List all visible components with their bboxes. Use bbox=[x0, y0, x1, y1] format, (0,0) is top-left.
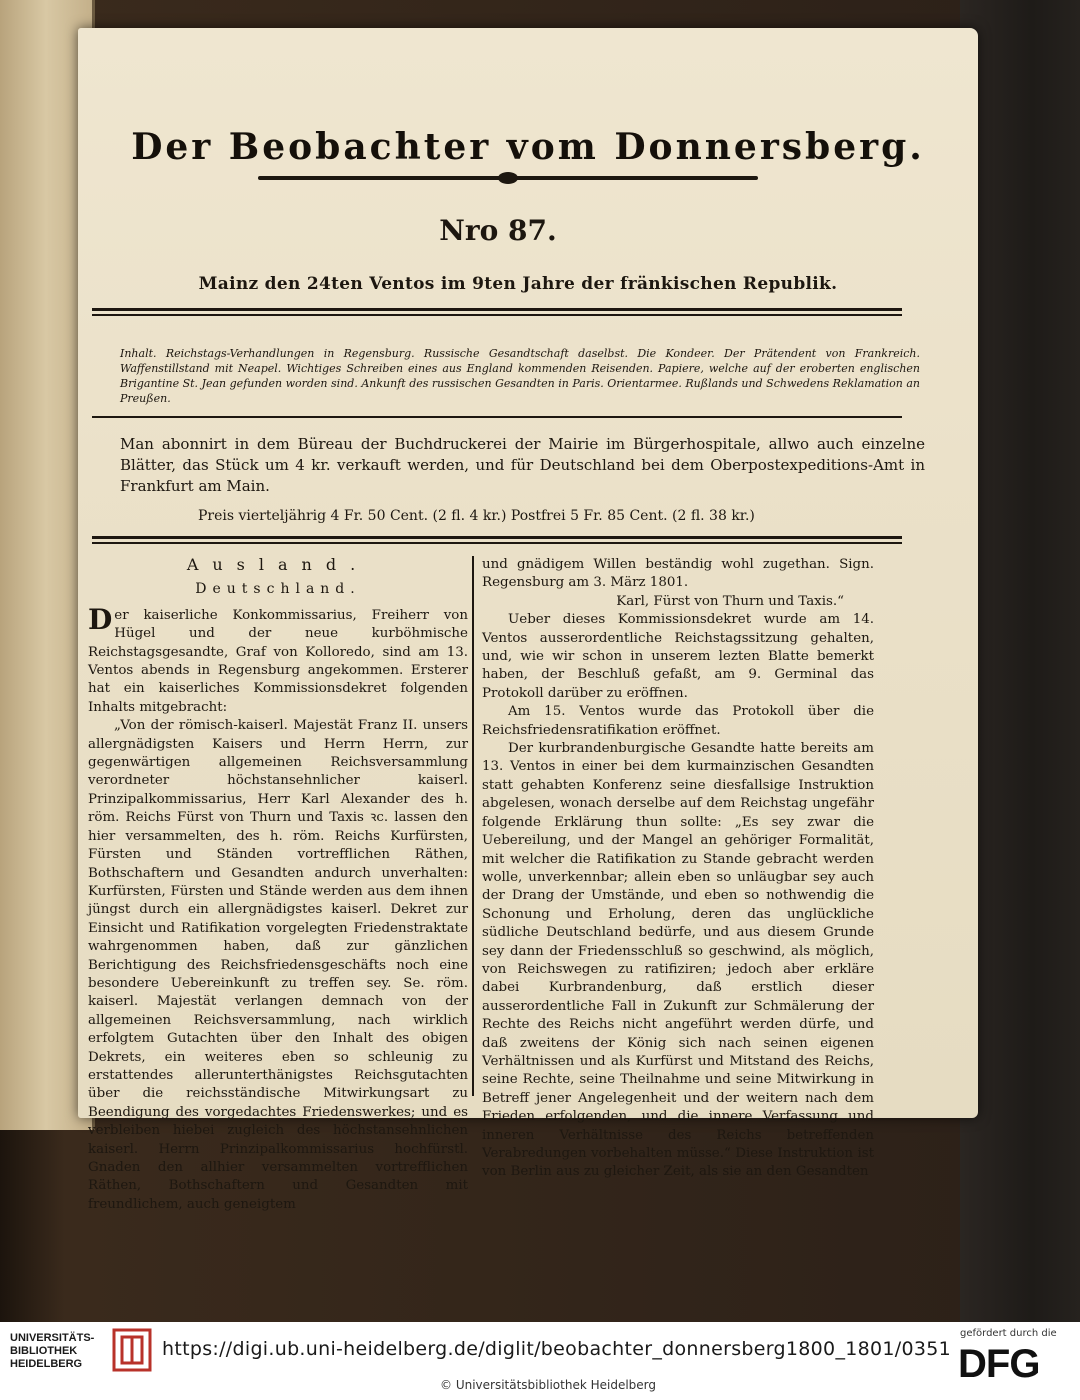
left-column bbox=[88, 556, 468, 1214]
top-rule-thin bbox=[92, 314, 902, 316]
funding-note: gefördert durch die bbox=[960, 1328, 1057, 1339]
library-name-line: UNIVERSITÄTS- bbox=[10, 1332, 95, 1344]
article-text: er kaiserliche Konkommissarius, Freiherr von Hügel und der neue kurböhmische Reichstagsgesandte, Graf von Kolloredo, sind am 13. Ventos abends in Regensburg angekommen. Ersterer hat ein kaiserliches Kommissionsdekret folgenden Inhalts mitgebracht: bbox=[88, 607, 468, 715]
page-url-link[interactable]: https://digi.ub.uni-heidelberg.de/diglit/beobachter_donnersberg1800_1801/0351 bbox=[162, 1338, 952, 1360]
top-rule bbox=[92, 308, 902, 311]
library-logo-text bbox=[10, 1332, 94, 1371]
masthead-title: Der Beobachter vom Donnersberg. bbox=[131, 126, 925, 168]
section-subheading: Deutschland. bbox=[195, 581, 361, 598]
price-line: Preis vierteljährig 4 Fr. 50 Cent. (2 fl. 4 kr.) Postfrei 5 Fr. 85 Cent. (2 fl. 38 kr.) bbox=[198, 508, 755, 524]
signature: Karl, Fürst von Thurn und Taxis.“ bbox=[616, 593, 844, 609]
column-divider bbox=[472, 556, 474, 1096]
article-paragraph bbox=[88, 602, 468, 717]
subscription-notice: Man abonnirt in dem Büreau der Buchdruckerei der Mairie im Bürgerhospitale, allwo auch einzelne Blätter, das Stück um 4 kr. verkauft werden, und für Deutschland bei dem Oberpostexpeditions-Amt in Frankfurt am Main. bbox=[120, 435, 925, 495]
body-top-rule bbox=[92, 536, 902, 539]
article-paragraph: Der kurbrandenburgische Gesandte hatte bereits am 13. Ventos in einer bei dem kurmainzischen Gesandten statt gehabten Konferenz seine diesfallsige Instruktion abgelesen, wonach derselbe auf dem Reichstag ungefähr folgende Erklärung thun sollte: „Es sey zwar die Uebereilung, und der Mangel an gehöriger Formalität, mit welcher die Ratifikation zu Stande gebracht werden wolle, unverkennbar; allein eben so unläugbar sey auch der Drang der Umstände, und eben so nothwendig die Schonung und Erholung, deren das unglückliche südliche Deutschland bedürfe, und aus diesem Grunde sey dann der Friedensschluß so geschwind, als möglich, von Reichswegen zu ratifiziren; jedoch aber erkläre dabei Kurbrandenburg, daß erstlich dieser ausserordentliche Fall in Zukunft zur Schmälerung der Rechte des Reichs nicht angeführt werden dürfe, und daß zweitens der König sich nach seinen eigenen Verhältnissen und als Kurfürst und Mitstand des Reichs, seine Rechte, seine Theilnahme und seine Mitwirkung in Betreff jener Angelegenheit und der weitern nach dem Frieden erfolgenden, und die innere Verfassung und inneren Verhältnisse des Reichs betreffenden Verabredungen vorbehalten müsse.“ Diese Instruktion ist von Berlin aus zu gleicher Zeit, als sie an den Gesandten bbox=[482, 741, 874, 1180]
dateline: Mainz den 24ten Ventos im 9ten Jahre der fränkischen Republik. bbox=[198, 274, 838, 294]
contents-rule bbox=[92, 416, 902, 418]
viewer-footer bbox=[0, 1322, 1080, 1400]
binding-background bbox=[960, 0, 1080, 1322]
right-column bbox=[482, 556, 874, 1182]
body-top-rule-thin bbox=[92, 542, 902, 544]
drop-cap: D bbox=[88, 602, 113, 636]
article-paragraph: Ueber dieses Kommissionsdekret wurde am 14. Ventos ausserordentliche Reichstagssitzung gehalten, und, wie wir schon in unserem lezten Blatte bemerkt haben, der Beschluß gefaßt, am 9. Germinal das Protokoll darüber zu eröffnen. bbox=[482, 612, 874, 701]
library-seal-icon bbox=[112, 1328, 152, 1372]
article-paragraph: Am 15. Ventos wurde das Protokoll über die Reichsfriedensratifikation eröffnet. bbox=[482, 704, 874, 738]
issue-number: Nro 87. bbox=[439, 214, 557, 247]
library-name-line: BIBLIOTHEK bbox=[10, 1345, 78, 1357]
library-name-line: HEIDELBERG bbox=[10, 1358, 83, 1370]
newspaper-page bbox=[78, 28, 978, 1212]
article-paragraph: und gnädigem Willen beständig wohl zugethan. Sign. Regensburg am 3. März 1801. bbox=[482, 557, 874, 591]
masthead-ornament-rule bbox=[258, 176, 758, 180]
copyright-notice: © Universitätsbibliothek Heidelberg bbox=[440, 1378, 657, 1392]
dfg-logo: DFG bbox=[958, 1342, 1040, 1386]
section-heading: Ausland. bbox=[186, 555, 370, 574]
contents-summary: Inhalt. Reichstags-Verhandlungen in Regensburg. Russische Gesandtschaft daselbst. Die Kondeer. Der Prätendent von Frankreich. Waffenstillstand mit Neapel. Wichtiges Schreiben eines aus England kommenden Reisenden. Papiere, welche auf der eroberten englischen Brigantine St. Jean gefunden worden sind. Ankunft des russischen Gesandten in Paris. Orientarmee. Rußlands und Schwedens Reklamation an Preußen. bbox=[120, 347, 920, 405]
article-paragraph: „Von der römisch-kaiserl. Majestät Franz II. unsers allergnädigsten Kaisers und Herrn Herrn, zur gegenwärtigen allgemeinen Reichsversammlung verordneter höchstansehnlicher kaiserl. Prinzipalkommissarius, Herr Karl Alexander des h. röm. Reichs Fürst von Thurn und Taxis ꝛc. lassen den hier versammelten, des h. röm. Reichs Kurfürsten, Fürsten und Ständen vortrefflichen Räthen, Bothschaftern und Gesandten andurch unverhalten: Kurfürsten, Fürsten und Stände werden aus dem ihnen jüngst durch ein allergnädigstes kaiserl. Dekret zur Einsicht und Ratifikation vorgelegten Friedenstraktate wahrgenommen haben, daß zur gänzlichen Berichtigung des Reichsfriedensgeschäfts noch eine besondere Uebereinkunft zu treffen sey. Se. röm. kaiserl. Majestät verlangen demnach von der allgemeinen Reichsversammlung, nach wirklich erfolgtem Gutachten über den Inhalt des obigen Dekrets, ein weiteres eben so schleunig zu erstattendes allerunterthänigstes Reichsgutachten über die reichsständische Mitwirkungsart zu Beendigung des vorgedachtes Friedenswerkes; und es verbleiben hiebei zugleich des höchstansehnlichen kaiserl. Herrn Prinzipalkommissarius hochfürstl. Gnaden den allhier versammelten vortrefflichen Räthen, Bothschaftern und Gesandten mit freundlichem, auch geneigtem bbox=[88, 718, 468, 1212]
